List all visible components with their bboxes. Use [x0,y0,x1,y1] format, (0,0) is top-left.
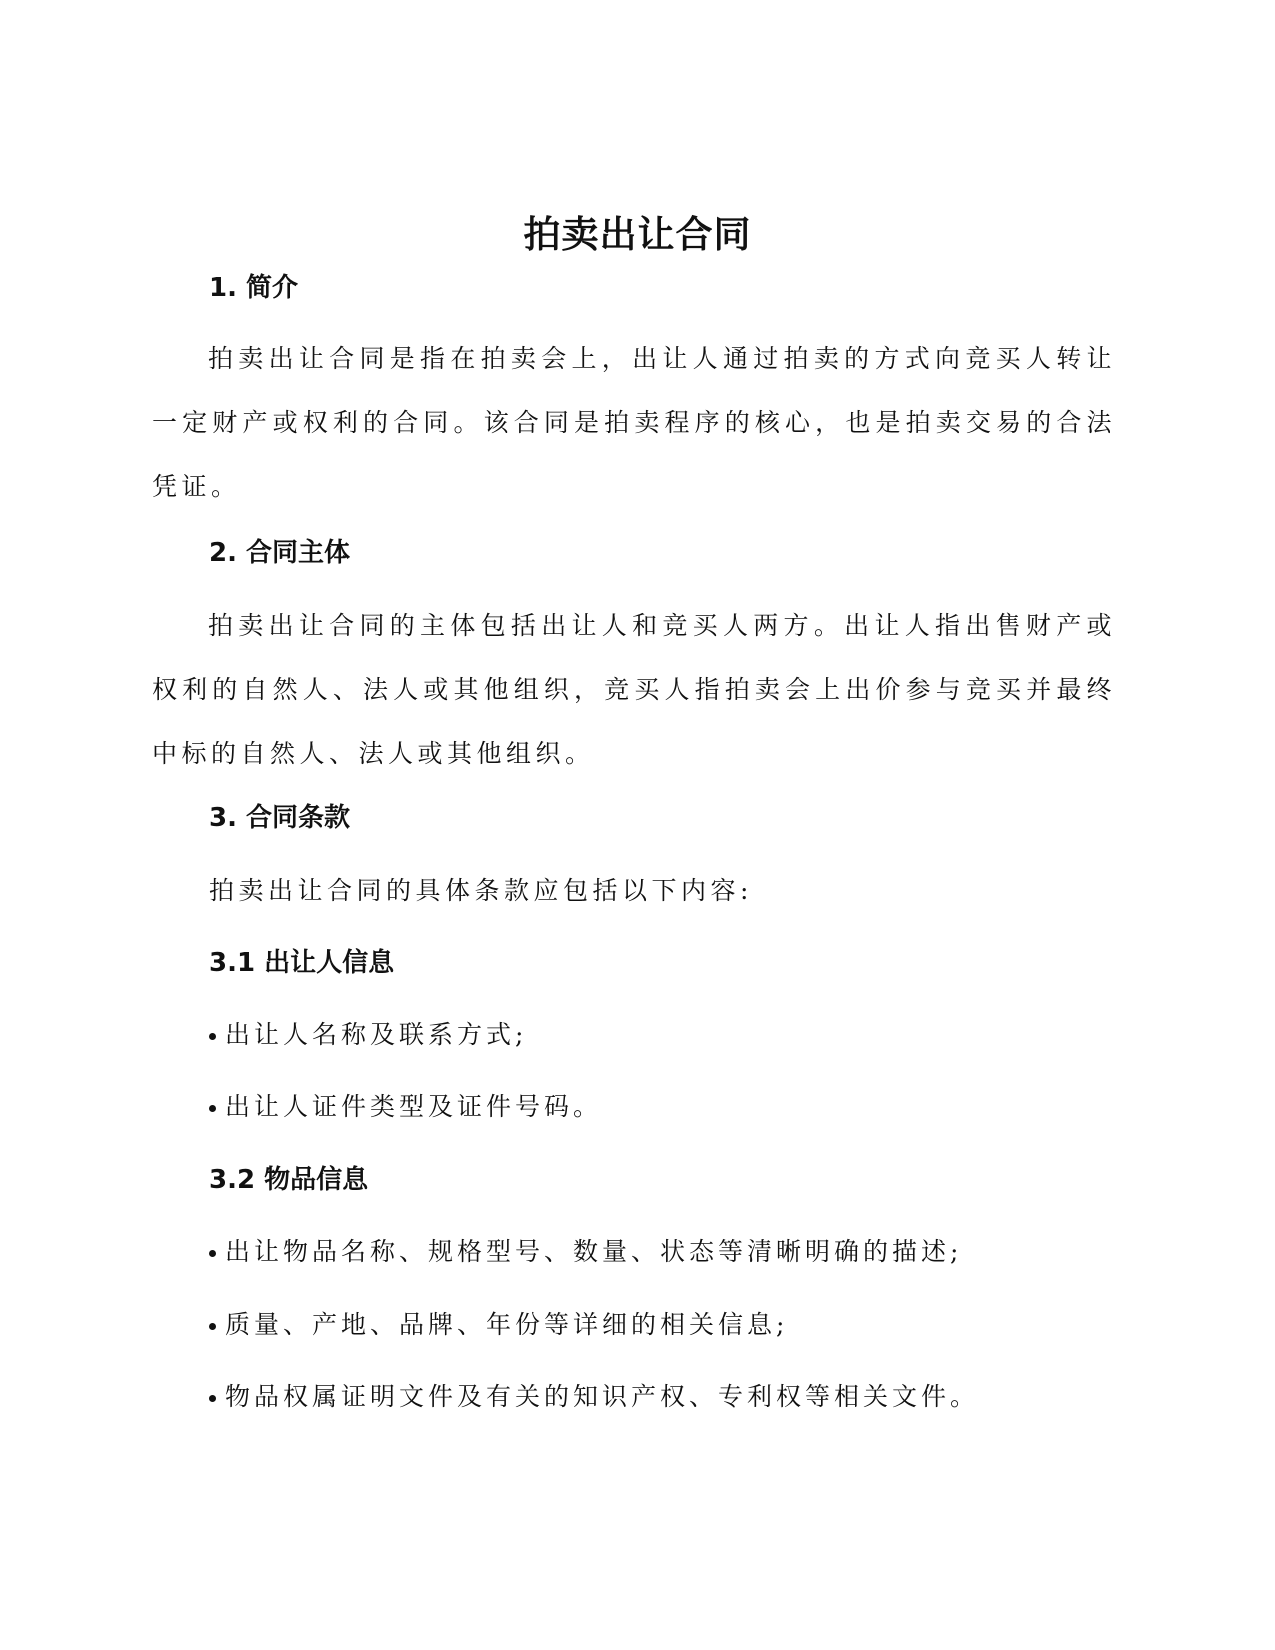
section-paragraph-contract-parties: 拍卖出让合同的主体包括出让人和竞买人两方。出让人指出售财产或权利的自然人、法人或其他组织，竞买人指拍卖会上出价参与竞买并最终中标的自然人、法人或其他组织。 [152,611,1116,768]
list-item-text: 物品权属证明文件及有关的知识产权、专利权等相关文件。 [225,1382,980,1411]
document-title: 拍卖出让合同 [523,213,752,256]
list-item [209,1087,602,1127]
section-paragraph-contract-terms: 拍卖出让合同的具体条款应包括以下内容: [209,876,753,905]
list-item [209,1305,788,1345]
bullet-icon [209,1250,216,1257]
list-item-text: 出让人名称及联系方式; [225,1020,528,1049]
list-item-text: 出让人证件类型及证件号码。 [225,1092,603,1121]
bullet-icon [209,1105,216,1112]
list-item-text: 出让物品名称、规格型号、数量、状态等清晰明确的描述; [225,1237,963,1266]
section-heading-introduction: 1. 简介 [209,273,299,303]
section-heading-contract-terms: 3. 合同条款 [209,803,351,833]
subsection-heading-item-info: 3.2 物品信息 [209,1165,369,1195]
subsection-heading-seller-info: 3.1 出让人信息 [209,948,395,978]
bullet-icon [209,1395,216,1402]
list-item [209,1377,979,1417]
list-item [209,1232,962,1272]
section-heading-contract-parties: 2. 合同主体 [209,538,351,568]
list-item-text: 质量、产地、品牌、年份等详细的相关信息; [225,1310,789,1339]
bullet-icon [209,1323,216,1330]
section-paragraph-introduction: 拍卖出让合同是指在拍卖会上，出让人通过拍卖的方式向竞买人转让一定财产或权利的合同。该合同是拍卖程序的核心，也是拍卖交易的合法凭证。 [152,344,1116,501]
list-item [209,1015,527,1055]
bullet-icon [209,1033,216,1040]
